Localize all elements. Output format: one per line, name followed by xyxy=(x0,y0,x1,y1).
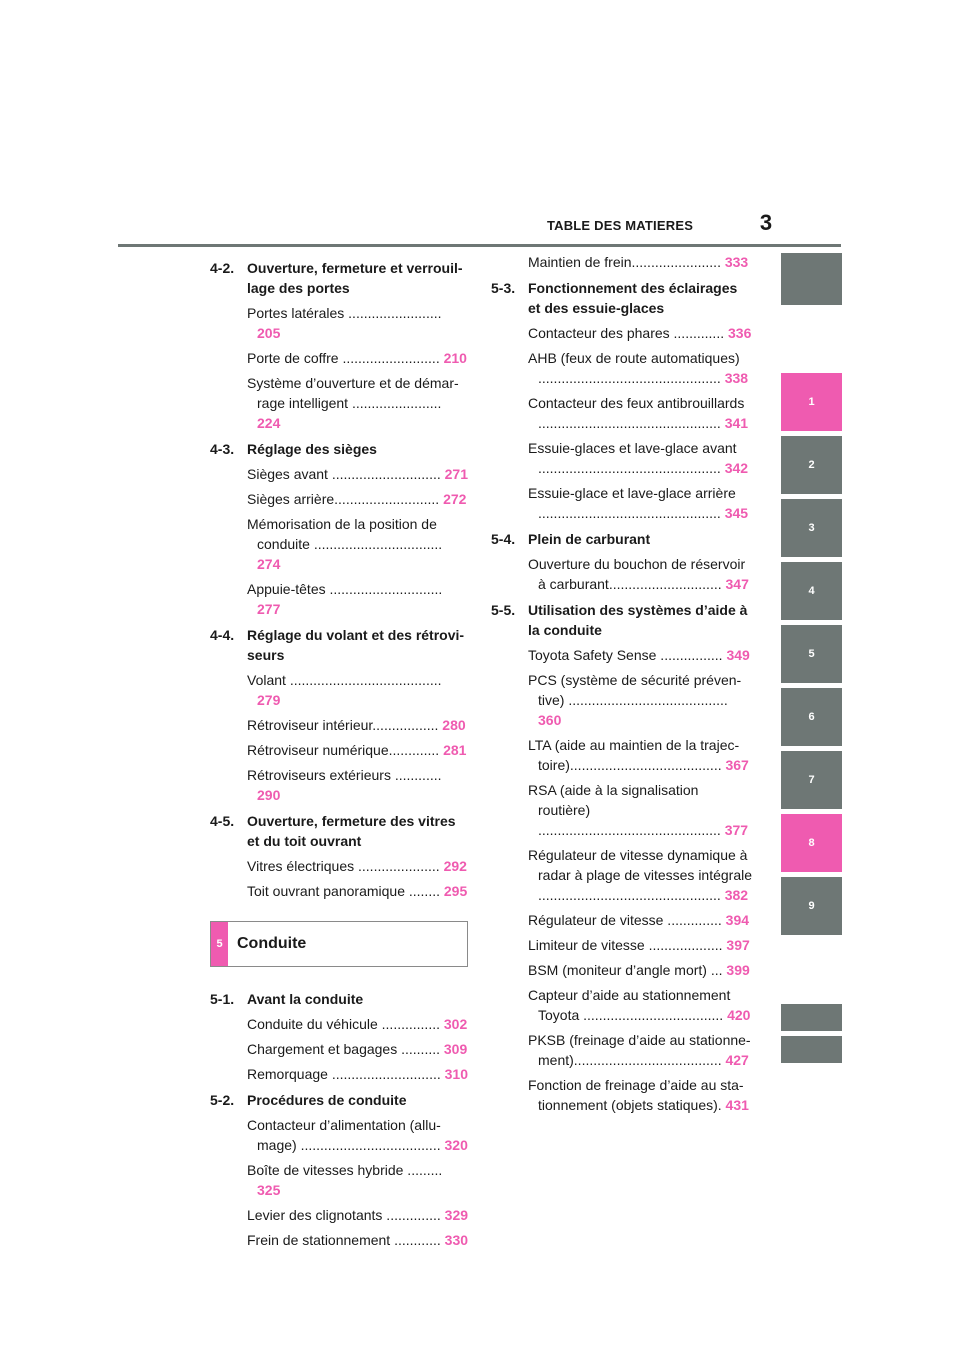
entry-page-link[interactable]: 330 xyxy=(444,1232,469,1248)
toc-entry[interactable] xyxy=(491,735,753,775)
toc-entry[interactable] xyxy=(491,438,753,478)
page-number: 3 xyxy=(759,210,773,235)
entry-text: Portes latérales ........................ xyxy=(247,305,442,321)
entry-page-link[interactable]: 345 xyxy=(724,505,749,521)
entry-page-link[interactable]: 347 xyxy=(725,576,749,592)
toc-entry[interactable] xyxy=(491,348,753,388)
entry-text: Frein de stationnement ............ xyxy=(247,1232,445,1248)
entry-page-link[interactable]: 325 xyxy=(257,1182,281,1198)
toc-entry[interactable] xyxy=(491,554,753,594)
section-number: 5-2. xyxy=(210,1092,235,1108)
entry-page-link[interactable]: 420 xyxy=(727,1007,751,1023)
toc-entry[interactable] xyxy=(210,1115,468,1155)
section-title: Utilisation des systèmes d’aide à la conduite xyxy=(528,602,748,638)
chapter-title: Conduite xyxy=(237,935,307,952)
entry-page-link[interactable]: 302 xyxy=(443,1016,468,1032)
toc-entry[interactable] xyxy=(210,514,468,574)
toc-entry[interactable] xyxy=(210,373,468,433)
entry-text: PKSB (freinage d’aide au stationne-ment)...................................... xyxy=(528,1032,751,1068)
entry-page-link[interactable]: 431 xyxy=(725,1097,749,1113)
entry-text: Appuie-têtes ............................. xyxy=(247,581,443,597)
section-number: 4-4. xyxy=(210,627,235,643)
entry-page-link[interactable]: 377 xyxy=(724,822,749,838)
chapter-tab-8[interactable]: 8 xyxy=(781,814,842,872)
entry-page-link[interactable]: 341 xyxy=(724,415,749,431)
toc-section-heading[interactable] xyxy=(210,1090,468,1110)
entry-page-link[interactable]: 427 xyxy=(725,1052,749,1068)
entry-text: Contacteur des feux antibrouillards ............................................... xyxy=(528,395,745,431)
toc-entry[interactable] xyxy=(210,579,468,619)
entry-page-link[interactable]: 224 xyxy=(257,415,281,431)
entry-page-link[interactable]: 333 xyxy=(724,254,749,270)
toc-entry[interactable] xyxy=(210,765,468,805)
entry-page-link[interactable]: 309 xyxy=(443,1041,468,1057)
toc-section-heading[interactable] xyxy=(210,989,468,1009)
chapter-tab-9[interactable]: 9 xyxy=(781,877,842,935)
toc-entry[interactable] xyxy=(491,910,753,930)
toc-left-column xyxy=(210,252,468,1250)
toc-entry[interactable] xyxy=(491,645,753,665)
toc-entry[interactable] xyxy=(210,303,468,343)
entry-text: Rétroviseur numérique............. xyxy=(247,742,444,758)
toc-entry[interactable] xyxy=(491,960,753,980)
section-title: Fonctionnement des éclairages et des essuie-glaces xyxy=(528,280,738,316)
section-title: Avant la conduite xyxy=(247,991,364,1007)
section-number: 4-3. xyxy=(210,441,235,457)
section-title: Ouverture, fermeture des vitres et du toit ouvrant xyxy=(247,813,456,849)
entry-page-link[interactable]: 342 xyxy=(724,460,749,476)
entry-text: Limiteur de vitesse ................... xyxy=(528,937,727,953)
entry-text: Système d’ouverture et de démar-rage intelligent ....................... xyxy=(247,375,459,411)
entry-page-link[interactable]: 280 xyxy=(442,717,466,733)
toc-entry[interactable] xyxy=(491,252,753,272)
entry-page-link[interactable]: 394 xyxy=(725,912,750,928)
entry-text: Sièges avant ............................ xyxy=(247,466,445,482)
chapter-tab-2[interactable]: 2 xyxy=(781,436,842,494)
section-number: 5-4. xyxy=(491,531,516,547)
toc-entry[interactable] xyxy=(210,740,468,760)
entry-text: Régulateur de vitesse dynamique à radar à plage de vitesses intégrale ............................................... xyxy=(528,847,753,903)
chapter-tab-5[interactable]: 5 xyxy=(781,625,842,683)
entry-text: PCS (système de sécurité préven-tive) ......................................... xyxy=(528,672,742,708)
entry-text: Boîte de vitesses hybride ......... xyxy=(247,1162,443,1178)
chapter-tab-7[interactable]: 7 xyxy=(781,751,842,809)
entry-page-link[interactable]: 320 xyxy=(444,1137,468,1153)
entry-text: Contacteur d’alimentation (allu-mage) .................................... xyxy=(247,1117,445,1153)
chapter-tab-4[interactable]: 4 xyxy=(781,562,842,620)
entry-page-link[interactable]: 336 xyxy=(728,325,752,341)
entry-text: Chargement et bagages .......... xyxy=(247,1041,444,1057)
toc-entry[interactable] xyxy=(210,1160,468,1200)
entry-page-link[interactable]: 272 xyxy=(443,491,467,507)
toc-entry[interactable] xyxy=(210,715,468,735)
entry-text: Vitres électriques ..................... xyxy=(247,858,444,874)
running-header-title: TABLE DES MATIERES xyxy=(546,218,694,233)
chapter-tab-blank-top[interactable] xyxy=(781,253,842,305)
toc-entry[interactable] xyxy=(491,985,753,1025)
toc-entry[interactable] xyxy=(491,845,753,905)
toc-entry[interactable] xyxy=(210,1014,468,1034)
entry-text: BSM (moniteur d’angle mort) ... xyxy=(528,962,727,978)
section-title: Procédures de conduite xyxy=(247,1092,407,1108)
entry-text: Toit ouvrant panoramique ........ xyxy=(247,883,444,899)
entry-text: Conduite du véhicule ............... xyxy=(247,1016,444,1032)
section-title: Réglage des sièges xyxy=(247,441,377,457)
toc-entry[interactable] xyxy=(491,935,753,955)
toc-entry[interactable] xyxy=(210,670,468,710)
toc-entry[interactable] xyxy=(210,881,468,901)
section-number: 4-5. xyxy=(210,813,235,829)
entry-text: Remorquage ............................ xyxy=(247,1066,445,1082)
toc-section-heading[interactable] xyxy=(210,439,468,459)
entry-text: Maintien de frein....................... xyxy=(528,254,725,270)
chapter-tab-1[interactable]: 1 xyxy=(781,373,842,431)
toc-section-heading[interactable] xyxy=(210,625,468,665)
section-title: Ouverture, fermeture et verrouil-lage des portes xyxy=(247,260,463,296)
section-title: Réglage du volant et des rétrovi-seurs xyxy=(247,627,465,663)
entry-page-link[interactable]: 349 xyxy=(726,647,750,663)
toc-entry[interactable] xyxy=(491,780,753,840)
toc-entry[interactable] xyxy=(210,489,468,509)
section-title: Plein de carburant xyxy=(528,531,651,547)
entry-text: Contacteur des phares ............. xyxy=(528,325,728,341)
toc-entry[interactable] xyxy=(210,348,468,368)
chapter-number-badge: 5 xyxy=(211,922,228,966)
toc-entry[interactable] xyxy=(491,1075,753,1115)
entry-page-link[interactable]: 274 xyxy=(257,556,281,572)
entry-page-link[interactable]: 338 xyxy=(724,370,749,386)
entry-page-link[interactable]: 210 xyxy=(443,350,467,366)
entry-text: RSA (aide à la signalisation routière) ............................................... xyxy=(528,782,725,838)
section-number: 5-3. xyxy=(491,280,516,296)
header-rule xyxy=(118,244,841,247)
toc-section-heading[interactable] xyxy=(210,258,468,298)
entry-page-link[interactable]: 360 xyxy=(538,712,562,728)
entry-page-link[interactable]: 329 xyxy=(444,1207,469,1223)
entry-text: Rétroviseurs extérieurs ............ xyxy=(247,767,442,783)
entry-page-link[interactable]: 292 xyxy=(443,858,467,874)
chapter-tab-blank-bottom-2[interactable] xyxy=(781,1036,842,1063)
toc-entry[interactable] xyxy=(491,323,753,343)
entry-text: Porte de coffre ......................... xyxy=(247,350,444,366)
entry-text: Ouverture du bouchon de réservoir à carburant............................. xyxy=(528,556,746,592)
entry-page-link[interactable]: 279 xyxy=(257,692,281,708)
entry-text: AHB (feux de route automatiques) ............................................... xyxy=(528,350,740,386)
entry-page-link[interactable]: 397 xyxy=(726,937,750,953)
entry-text: Volant ....................................... xyxy=(247,672,442,688)
entry-page-link[interactable]: 290 xyxy=(257,787,281,803)
entry-page-link[interactable]: 205 xyxy=(257,325,281,341)
entry-page-link[interactable]: 382 xyxy=(724,887,749,903)
entry-page-link[interactable]: 367 xyxy=(725,757,749,773)
section-number: 5-5. xyxy=(491,602,516,618)
toc-section-heading[interactable] xyxy=(210,811,468,851)
entry-page-link[interactable]: 310 xyxy=(444,1066,468,1082)
toc-entry[interactable] xyxy=(491,393,753,433)
entry-text: Rétroviseur intérieur................. xyxy=(247,717,443,733)
toc-entry[interactable] xyxy=(210,1064,468,1084)
chapter-tab-blank-bottom-1[interactable] xyxy=(781,1004,842,1031)
toc-right-column xyxy=(491,252,753,1115)
entry-page-link[interactable]: 271 xyxy=(444,466,468,482)
entry-page-link[interactable]: 277 xyxy=(257,601,281,617)
entry-text: Mémorisation de la position de conduite ................................. xyxy=(247,516,443,552)
chapter-tab-3[interactable]: 3 xyxy=(781,499,842,557)
toc-entry[interactable] xyxy=(210,1205,468,1225)
entry-page-link[interactable]: 295 xyxy=(443,883,468,899)
entry-text: Capteur d’aide au stationnement Toyota .................................... xyxy=(528,987,731,1023)
toc-entry[interactable] xyxy=(210,856,468,876)
chapter-tab-6[interactable]: 6 xyxy=(781,688,842,746)
chapter-heading-box xyxy=(210,921,468,967)
toc-entry[interactable] xyxy=(491,483,753,523)
entry-text: Essuie-glaces et lave-glace avant ............................................... xyxy=(528,440,737,476)
toc-entry[interactable] xyxy=(210,1230,468,1250)
entry-text: Régulateur de vitesse .............. xyxy=(528,912,726,928)
section-number: 5-1. xyxy=(210,991,235,1007)
toc-entry[interactable] xyxy=(210,464,468,484)
toc-entry[interactable] xyxy=(491,1030,753,1070)
toc-section-heading[interactable] xyxy=(491,529,753,549)
entry-text: Sièges arrière........................... xyxy=(247,491,444,507)
toc-section-heading[interactable] xyxy=(491,278,753,318)
entry-page-link[interactable]: 399 xyxy=(726,962,750,978)
entry-page-link[interactable]: 281 xyxy=(443,742,467,758)
entry-text: LTA (aide au maintien de la trajec-toire)....................................... xyxy=(528,737,740,773)
entry-text: Levier des clignotants .............. xyxy=(247,1207,445,1223)
toc-section-heading[interactable] xyxy=(491,600,753,640)
entry-text: Essuie-glace et lave-glace arrière ............................................... xyxy=(528,485,736,521)
toc-entry[interactable] xyxy=(210,1039,468,1059)
toc-entry[interactable] xyxy=(491,670,753,730)
entry-text: Toyota Safety Sense ................ xyxy=(528,647,727,663)
entry-text: Fonction de freinage d’aide au sta-tionnement (objets statiques). xyxy=(528,1077,744,1113)
section-number: 4-2. xyxy=(210,260,235,276)
